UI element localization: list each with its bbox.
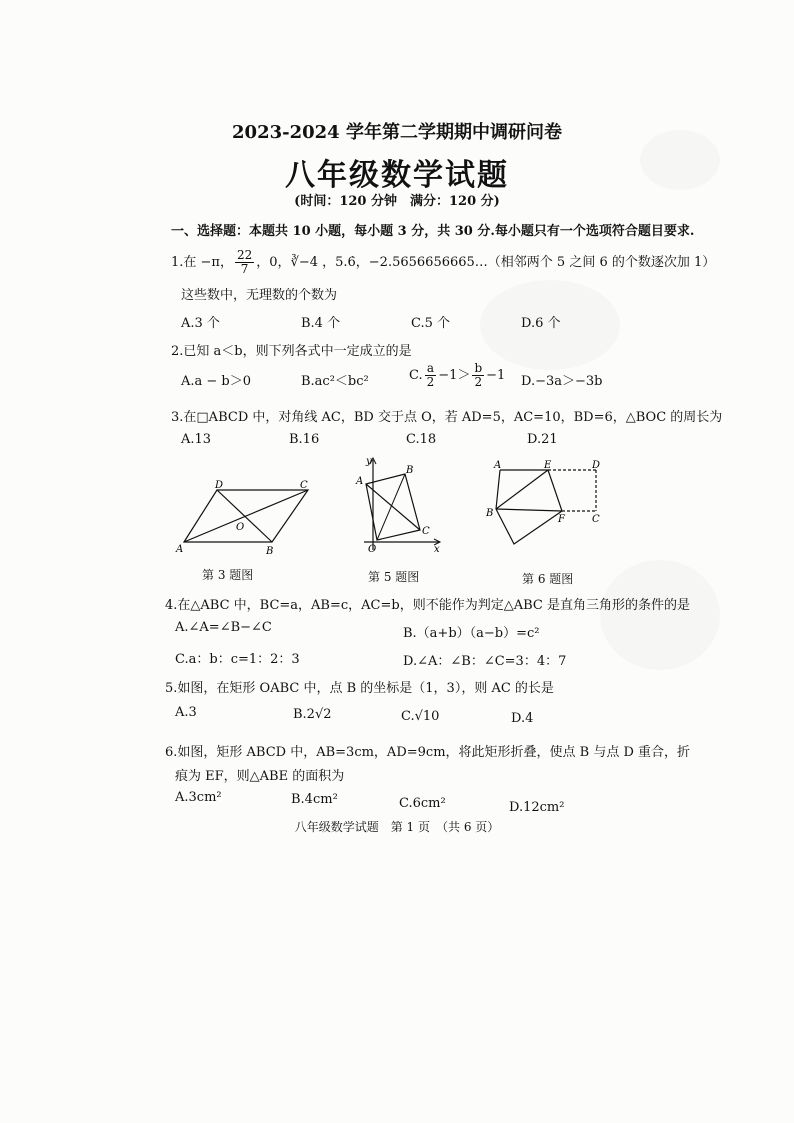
q2-option-d: D.−3a＞−3b <box>521 374 603 389</box>
q2c-num-a: a <box>425 362 437 376</box>
fig5-label-a: A <box>356 476 364 487</box>
segment-bf <box>496 509 562 511</box>
folded-flap <box>496 509 562 544</box>
q2c-prefix: C. <box>409 368 423 383</box>
q4-option-d: D.∠A：∠B：∠C=3：4：7 <box>403 654 567 669</box>
segment-be <box>496 470 548 509</box>
figure-5-caption: 第 5 题图 <box>368 570 420 584</box>
figure-5-rectangle-axes <box>348 454 448 554</box>
q6-option-a: A.3cm² <box>175 790 222 805</box>
question-6-stem-line2: 痕为 EF，则△ABE 的面积为 <box>175 769 345 784</box>
fig6-label-a: A <box>494 460 502 471</box>
q1-option-d: D.6 个 <box>521 316 561 331</box>
question-6-stem-line1: 6.如图，矩形 ABCD 中，AB=3cm，AD=9cm，将此矩形折叠，使点 B 与点 D 重合，折 <box>165 745 691 760</box>
q2-option-c <box>409 362 505 389</box>
q1-suffix: ，0，∛−4 ，5.6̇，−2.5656656665…（相邻两个 5 之间 6 的个数逐次加 1） <box>256 255 716 270</box>
q5-option-a: A.3 <box>175 705 197 720</box>
q4-option-c: C.a：b：c=1：2：3 <box>175 652 300 667</box>
q1-frac-denominator: 7 <box>240 262 249 276</box>
q2c-den-b: 2 <box>474 375 483 389</box>
figure-3-parallelogram <box>170 478 320 558</box>
fig3-label-b: B <box>266 546 274 557</box>
diagonal-ob <box>377 474 405 540</box>
fig5-label-y: y <box>366 456 372 467</box>
fig6-label-b: B <box>486 508 494 519</box>
q1-option-c: C.5 个 <box>411 316 451 331</box>
q5-option-c: C.√10 <box>401 709 440 724</box>
scan-smudge <box>600 560 720 670</box>
q2-option-b: B.ac²＜bc² <box>301 374 369 389</box>
q2c-num-b: b <box>474 361 483 375</box>
q3-option-a: A.13 <box>181 432 212 447</box>
fig5-label-x: x <box>434 544 440 554</box>
q1-option-b: B.4 个 <box>301 316 341 331</box>
fig6-label-e: E <box>544 460 552 471</box>
q1-fraction <box>235 249 254 276</box>
q1-frac-numerator: 22 <box>236 248 253 262</box>
question-3-stem: 3.在□ABCD 中，对角线 AC，BD 交于点 O，若 AD=5，AC=10，BD=6，△BOC 的周长为 <box>171 410 723 425</box>
fig3-label-o: O <box>236 522 245 533</box>
figure-3-caption: 第 3 题图 <box>202 568 254 582</box>
q1-prefix: 1.在 −π， <box>171 255 233 270</box>
q4-option-a: A.∠A=∠B−∠C <box>175 620 272 635</box>
q1-option-a: A.3 个 <box>181 316 220 331</box>
fig5-label-o: O <box>368 544 377 554</box>
q2c-fraction-a <box>425 362 437 389</box>
q2-option-a: A.a − b＞0 <box>181 374 252 389</box>
segment-ab <box>496 470 500 509</box>
section-heading: 一、选择题：本题共 10 小题，每小题 3 分，共 30 分.每小题只有一个选项符合题目要求. <box>171 224 695 239</box>
q2c-mid: −1＞ <box>438 368 471 383</box>
figure-6-folded-rectangle <box>486 458 610 550</box>
fold-line-ef <box>548 470 562 511</box>
diagonal-bd <box>217 490 272 542</box>
exam-title-line1: 2023-2024 学年第二学期期中调研问卷 <box>232 122 562 143</box>
q3-option-d: D.21 <box>527 432 558 447</box>
figure-6-caption: 第 6 题图 <box>522 572 574 586</box>
q6-option-b: B.4cm² <box>291 792 338 807</box>
page-footer: 八年级数学试题 第 1 页 （共 6 页） <box>294 820 500 834</box>
question-1-stem <box>171 249 715 276</box>
q2c-suffix: −1 <box>486 368 506 383</box>
fig6-label-d: D <box>592 460 601 471</box>
q3-option-b: B.16 <box>289 432 320 447</box>
fig3-label-c: C <box>300 480 308 491</box>
exam-title-main: 八年级数学试题 <box>285 158 509 193</box>
q6-option-c: C.6cm² <box>399 796 446 811</box>
question-1-stem-line2: 这些数中，无理数的个数为 <box>181 288 338 303</box>
fig6-label-c: C <box>592 514 600 525</box>
fig5-label-c: C <box>422 526 430 537</box>
fig3-label-a: A <box>176 544 184 555</box>
q5-option-b: B.2√2 <box>293 707 332 722</box>
q3-option-c: C.18 <box>406 432 437 447</box>
q5-option-d: D.4 <box>511 711 534 726</box>
q2c-den-a: 2 <box>426 375 435 389</box>
q2c-fraction-b <box>472 362 484 389</box>
fig5-label-b: B <box>406 465 414 476</box>
question-4-stem: 4.在△ABC 中，BC=a，AB=c，AC=b，则不能作为判定△ABC 是直角三角形的条件的是 <box>165 598 690 613</box>
q6-option-d: D.12cm² <box>509 800 565 815</box>
question-2-stem: 2.已知 a＜b，则下列各式中一定成立的是 <box>171 344 412 359</box>
question-5-stem: 5.如图，在矩形 OABC 中，点 B 的坐标是（1，3），则 AC 的长是 <box>165 681 554 696</box>
exam-subtitle: (时间：120 分钟 满分：120 分) <box>294 194 500 209</box>
q4-option-b: B.（a+b）（a−b）=c² <box>403 626 540 641</box>
fig3-label-d: D <box>215 480 224 491</box>
fig6-label-f: F <box>558 514 565 525</box>
